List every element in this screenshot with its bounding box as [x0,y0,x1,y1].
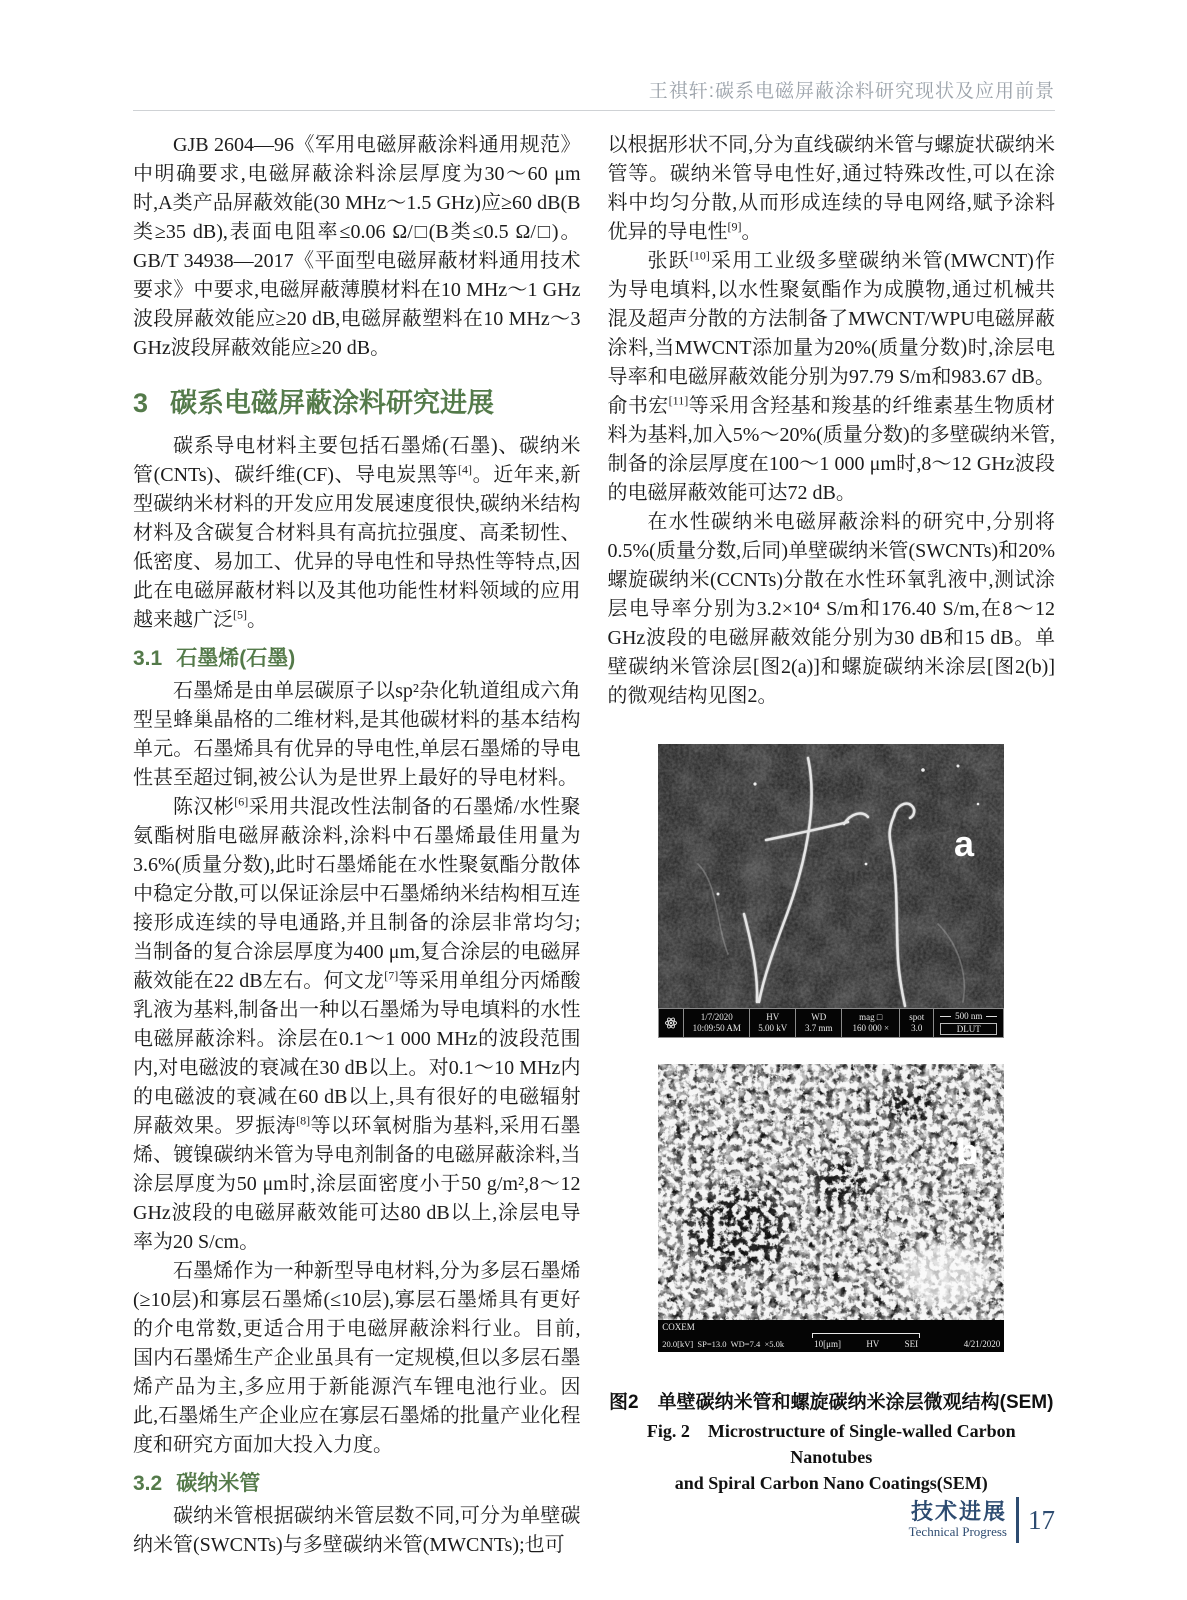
paragraph-section3-intro: 碳系导电材料主要包括石墨烯(石墨)、碳纳米管(CNTs)、碳纤维(CF)、导电炭黑等[4]。近年来,新型碳纳米材料的开发应用发展速度很快,碳纳米结构材料及含碳复合材料具有高抗拉强度、高柔韧性、低密度、易加工、优异的导电性和导热性等特点,因此在电磁屏蔽材料以及其他功能性材料领域的应用越来越广泛[5]。 [133,435,581,631]
section-3-2-number: 3.2 [133,1472,163,1495]
page-content [133,131,1055,1560]
sem-a-hv: HV 5.00 kV [749,1009,795,1037]
sem-a-scalebar [933,1009,1003,1037]
paragraph-mwcnt-research: 张跃[10]采用工业级多壁碳纳米管(MWCNT)作为导电填料,以水性聚氨酯作为成膜物,通过机械共混及超声分散的方法制备了MWCNT/WPU电磁屏蔽涂料,当MWCNT添加量为20%(质量分数)时,涂层电导率和电磁屏蔽效能分别为97.79 S/m和983.67 dB。俞书宏[11]等采用含羟基和羧基的纤维素基生物质材料为基料,加入5%～20%(质量分数)的多壁碳纳米管,制备的涂层厚度在100～1 000 μm时,8～12 GHz波段的电磁屏蔽效能可达72 dB。 [607,248,1056,504]
sem-a-wd: WD 3.7 mm [795,1009,841,1037]
header-rule [133,110,1055,111]
sem-a-scale-value: 500 nm [955,1011,983,1021]
column-left [133,131,581,1560]
microscope-logo-icon [659,1009,683,1037]
paragraph-standards: GJB 2604—96《军用电磁屏蔽涂料通用规范》中明确要求,电磁屏蔽涂料涂层厚度为30～60 μm时,A类产品屏蔽效能(30 MHz～1.5 GHz)应≥60 dB(B类≥35 dB),表面电阻率≤0.06 Ω/□(B类≤0.5 Ω/□)。GB/T 34938—2017《平面型电磁屏蔽材料通用技术要求》中要求,电磁屏蔽薄膜材料在10 MHz～1 GHz波段屏蔽效能应≥20 dB,电磁屏蔽塑料在10 MHz～3 GHz波段屏蔽效能应≥20 dB。 [133,134,581,359]
paragraph-graphene-research: 陈汉彬[6]采用共混改性法制备的石墨烯/水性聚氨酯树脂电磁屏蔽涂料,涂料中石墨烯最佳用量为3.6%(质量分数),此时石墨烯能在水性聚氨酯分散体中稳定分散,可以保证涂层中石墨烯纳米结构相互连接形成连续的导电通路,并且制备的涂层非常均匀;当制备的复合涂层厚度为400 μm,复合涂层的电磁屏蔽效能在22 dB左右。何文龙[7]等采用单组分丙烯酸乳液为基料,制备出一种以石墨烯为导电填料的水性电磁屏蔽涂料。涂层在0.1～1 000 MHz的波段范围内,对电磁波的衰减在30 dB以上。对0.1～10 MHz内的电磁波的衰减在60 dB以上,具有很好的电磁辐射屏蔽效果。罗振涛[8]等以环氧树脂为基料,采用石墨烯、镀镍碳纳米管为导电剂制备的电磁屏蔽涂料,当涂层厚度为50 μm时,涂层面密度小于50 g/m²,8～12 GHz波段的电磁屏蔽效能可达80 dB以上,涂层电导率为20 S/cm。 [133,794,581,1253]
figure-2-caption [608,1388,1056,1496]
sem-b-scale-value: 10[μm] [814,1339,841,1349]
sem-b-infobar [658,1320,1004,1352]
paragraph-waterborne-cnt: 在水性碳纳米电磁屏蔽涂料的研究中,分别将0.5%(质量分数,后同)单壁碳纳米管(SWCNTs)和20%螺旋碳纳米(CCNTs)分散在水性环氧乳液中,测试涂层电导率分别为3.2×10⁴ S/m和176.40 S/m,在8～12 GHz波段的电磁屏蔽效能分别为30 dB和15 dB。单壁碳纳米管涂层[图2(a)]和螺旋碳纳米涂层[图2(b)]的微观结构见图2。 [607,511,1055,707]
sem-b-vendor: COXEM [662,1322,695,1332]
sem-a-facility: DLUT [940,1023,997,1035]
paragraph-cnt-intro: 碳纳米管根据碳纳米管层数不同,可分为单壁碳纳米管(SWCNTs)与多壁碳纳米管(MWCNTs);也可 [133,1505,581,1556]
figure-2 [608,744,1056,1496]
section-3-1-heading [133,642,581,672]
paragraph-cnt-continued: 以根据形状不同,分为直线碳纳米管与螺旋状碳纳米管等。碳纳米管导电性好,通过特殊改性,可以在涂料中均匀分散,从而形成连续的导电网络,赋予涂料优异的导电性[9]。 [607,134,1055,243]
section-3-2-title: 碳纳米管 [176,1472,261,1495]
section-3-number: 3 [133,388,149,418]
sem-b-date: 4/21/2020 [963,1339,1001,1349]
sem-panel-a [658,744,1004,1038]
sem-panel-b [658,1064,1004,1352]
section-3-2-heading [133,1467,581,1497]
sem-micrograph-b [658,1064,1004,1320]
running-title: 王祺轩:碳系电磁屏蔽涂料研究现状及应用前景 [648,81,1055,102]
paragraph-graphene-definition: 石墨烯是由单层碳原子以sp²杂化轨道组成六角型呈蜂巢晶格的二维材料,是其他碳材料的基本结构单元。石墨烯具有优异的导电性,单层石墨烯的导电性甚至超过铜,被公认为是世界上最好的导电材料。 [133,680,581,789]
figure-2-caption-en-line2: and Spiral Carbon Nano Coatings(SEM) [674,1473,988,1493]
footer-section-labels [909,1500,1016,1540]
panel-b-label: b [956,1131,979,1172]
sem-a-time: 10:09:50 AM [692,1023,741,1033]
column-right [608,131,1056,1560]
sem-b-hv: HV [866,1339,880,1349]
footer-section-en: Technical Progress [908,1524,1007,1539]
sem-a-mag: mag □ 160 000 × [841,1009,899,1037]
sem-b-scalebar [812,1322,920,1350]
page-number: 17 [1028,1504,1055,1535]
sem-b-settings: 20.0[kV] SP=13.0 WD=7.4 ×5.0k [662,1339,785,1349]
panel-a-label: a [954,823,975,864]
sem-a-date: 1/7/2020 [700,1012,733,1022]
sem-a-infobar [658,1008,1004,1038]
sem-a-spot: spot 3.0 [899,1009,933,1037]
sem-micrograph-a [658,744,1004,1008]
section-3-1-number: 3.1 [133,647,163,670]
section-3-heading [133,381,581,420]
page-footer [909,1497,1055,1543]
figure-2-caption-en-line1: Fig. 2 Microstructure of Single-walled Carbon Nanotubes [646,1421,1016,1467]
footer-section-zh: 技术进展 [910,1499,1007,1524]
section-3-1-title: 石墨烯(石墨) [176,647,296,670]
figure-2-caption-zh: 图2 单壁碳纳米管和螺旋碳纳米涂层微观结构(SEM) [609,1392,1054,1413]
sem-b-settings-block [662,1322,784,1350]
paragraph-graphene-industry: 石墨烯作为一种新型导电材料,分为多层石墨烯(≥10层)和寡层石墨烯(≤10层),寡层石墨烯具有更好的介电常数,更适合用于电磁屏蔽涂料行业。目前,国内石墨烯生产企业虽具有一定规模,但以多层石墨烯产品为主,多应用于新能源汽车锂电池行业。因此,石墨烯生产企业应在寡层石墨烯的批量产业化程度和研究方面加大投入力度。 [133,1260,581,1456]
section-3-title: 碳系电磁屏蔽涂料研究进展 [170,388,495,418]
sem-b-detector: SEI [904,1339,919,1349]
sem-a-datetime [683,1009,749,1037]
